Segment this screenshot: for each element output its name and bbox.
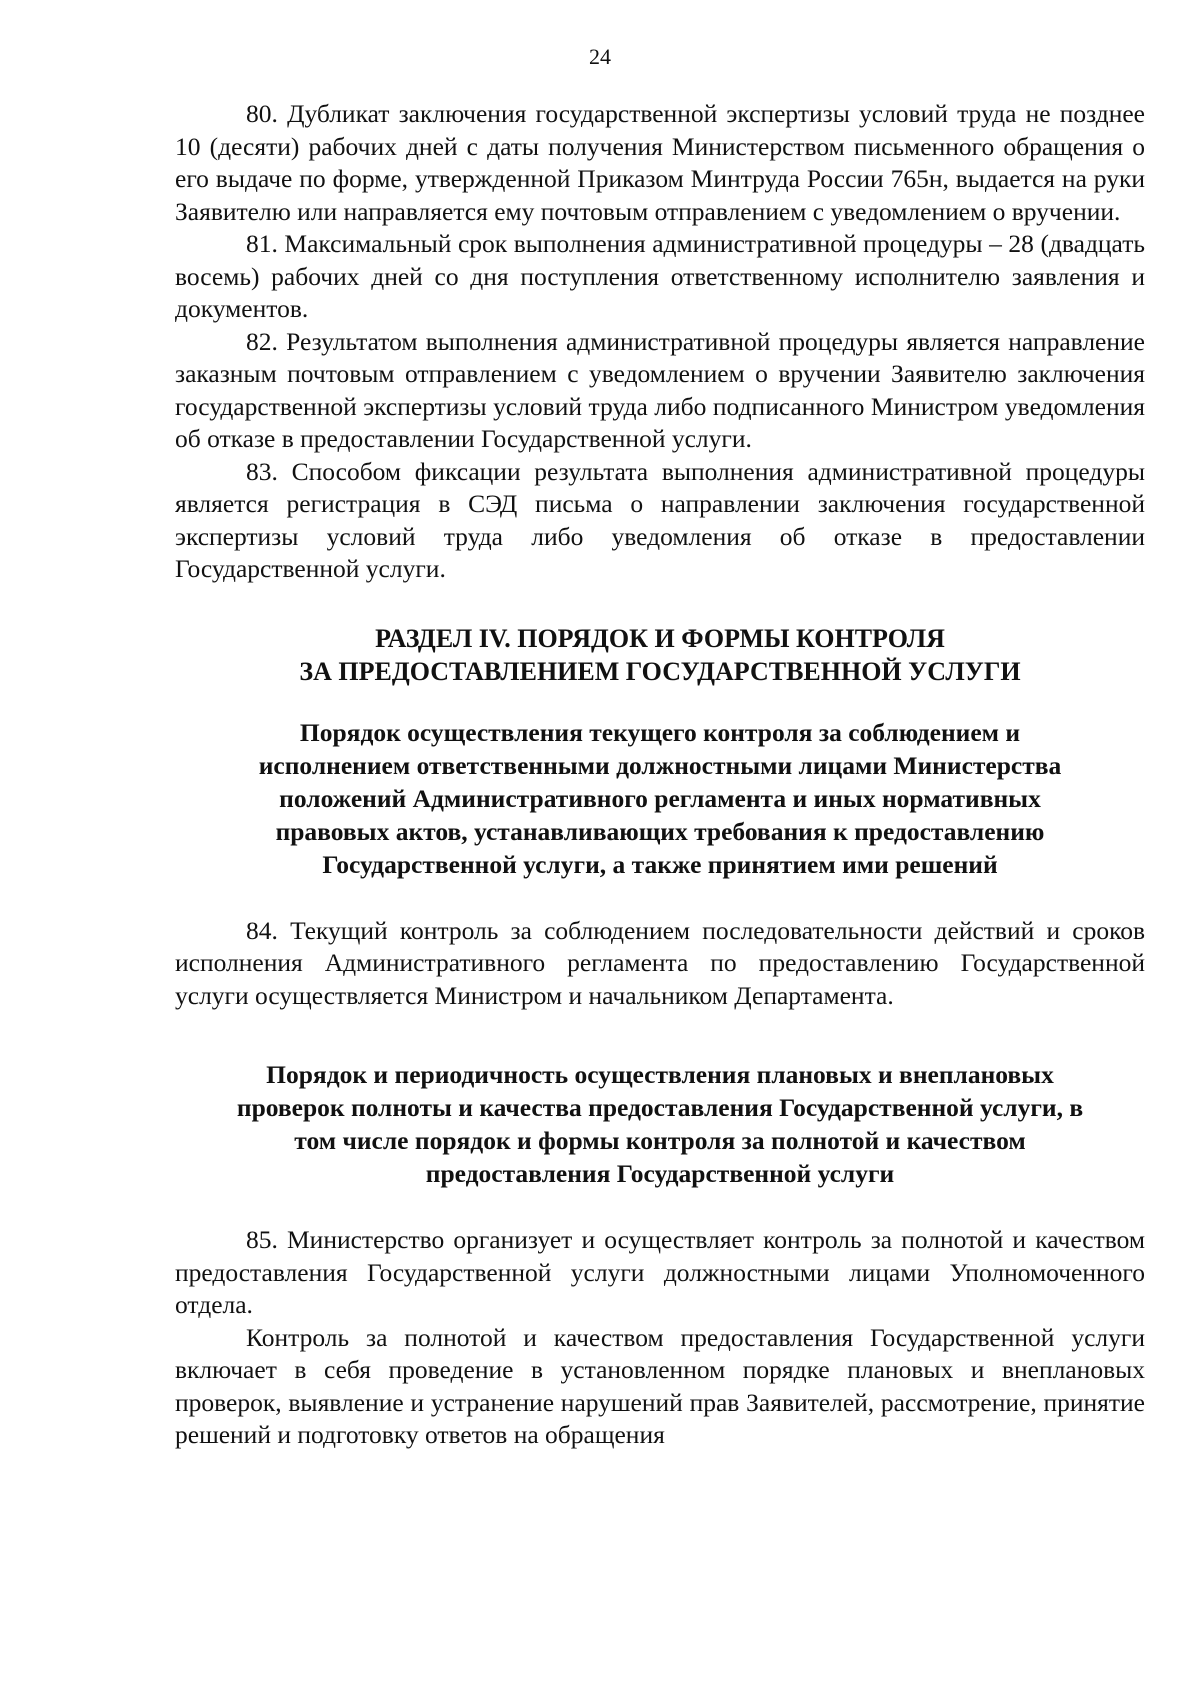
paragraph-85: 85. Министерство организует и осуществляет контроль за полнотой и качеством предоставления Государственной услуги должностными лицами Уполномоченного отдела. <box>175 1225 1145 1319</box>
section-title-line-2: ЗА ПРЕДОСТАВЛЕНИЕМ ГОСУДАРСТВЕННОЙ УСЛУГИ <box>299 656 1021 686</box>
paragraph-81: 81. Максимальный срок выполнения административной процедуры – 28 (двадцать восемь) рабочих дней со дня поступления ответственному исполнителю заявления и документов. <box>175 229 1145 323</box>
subheading-2-line-3: том числе порядок и формы контроля за полнотой и качеством <box>294 1126 1026 1155</box>
paragraph-82: 82. Результатом выполнения административной процедуры является направление заказным почтовым отправлением с уведомлением о вручении Заявителю заключения государственной экспертизы условий труда либо подписанного Министром уведомления об отказе в предоставлении Государственной услуги. <box>175 326 1145 453</box>
subheading-1-line-5: Государственной услуги, а также принятием ими решений <box>322 849 998 879</box>
document-body <box>175 98 1145 1452</box>
page-number: 24 <box>589 44 611 69</box>
section-title <box>175 622 1145 688</box>
paragraph-84: 84. Текущий контроль за соблюдением последовательности действий и сроков исполнения Административного регламента по предоставлению Государственной услуги осуществляется Министром и начальником Департамента. <box>175 915 1145 1010</box>
section-title-line-1: РАЗДЕЛ IV. ПОРЯДОК И ФОРМЫ КОНТРОЛЯ <box>375 623 945 653</box>
paragraph-control-scope: Контроль за полнотой и качеством предоставления Государственной услуги включает в себя проведение в установленном порядке плановых и внеплановых проверок, выявление и устранение нарушений прав Заявителей, рассмотрение, принятие решений и подготовку ответов на обращения <box>175 1322 1145 1449</box>
subheading-1-line-4: правовых актов, устанавливающих требования к предоставлению <box>275 816 1045 846</box>
paragraph-83: 83. Способом фиксации результата выполнения административной процедуры является регистрация в СЭД письма о направлении заключения государственной экспертизы условий труда либо уведомления об отказе в предоставлении Государственной услуги. <box>175 456 1145 583</box>
subheading-2-line-1: Порядок и периодичность осуществления плановых и внеплановых <box>266 1060 1054 1089</box>
subheading-1-line-3: положений Административного регламента и иных нормативных <box>279 783 1041 813</box>
subheading-1-line-1: Порядок осуществления текущего контроля за соблюдением и <box>299 717 1021 747</box>
subheading-1-line-2: исполнением ответственными должностными лицами Министерства <box>258 750 1062 780</box>
subheading-2-line-2: проверок полноты и качества предоставления Государственной услуги, в <box>236 1093 1084 1122</box>
paragraph-80: 80. Дубликат заключения государственной экспертизы условий труда не позднее 10 (десяти) рабочих дней с даты получения Министерством письменного обращения о его выдаче по форме, утвержденной Приказом Минтруда России 765н, выдается на руки Заявителю или направляется ему почтовым отправлением с уведомлением о вручении. <box>175 99 1145 226</box>
subheading-current-control <box>175 716 1145 881</box>
subheading-2-line-4: предоставления Государственной услуги <box>425 1159 895 1188</box>
subheading-inspections <box>175 1058 1145 1190</box>
